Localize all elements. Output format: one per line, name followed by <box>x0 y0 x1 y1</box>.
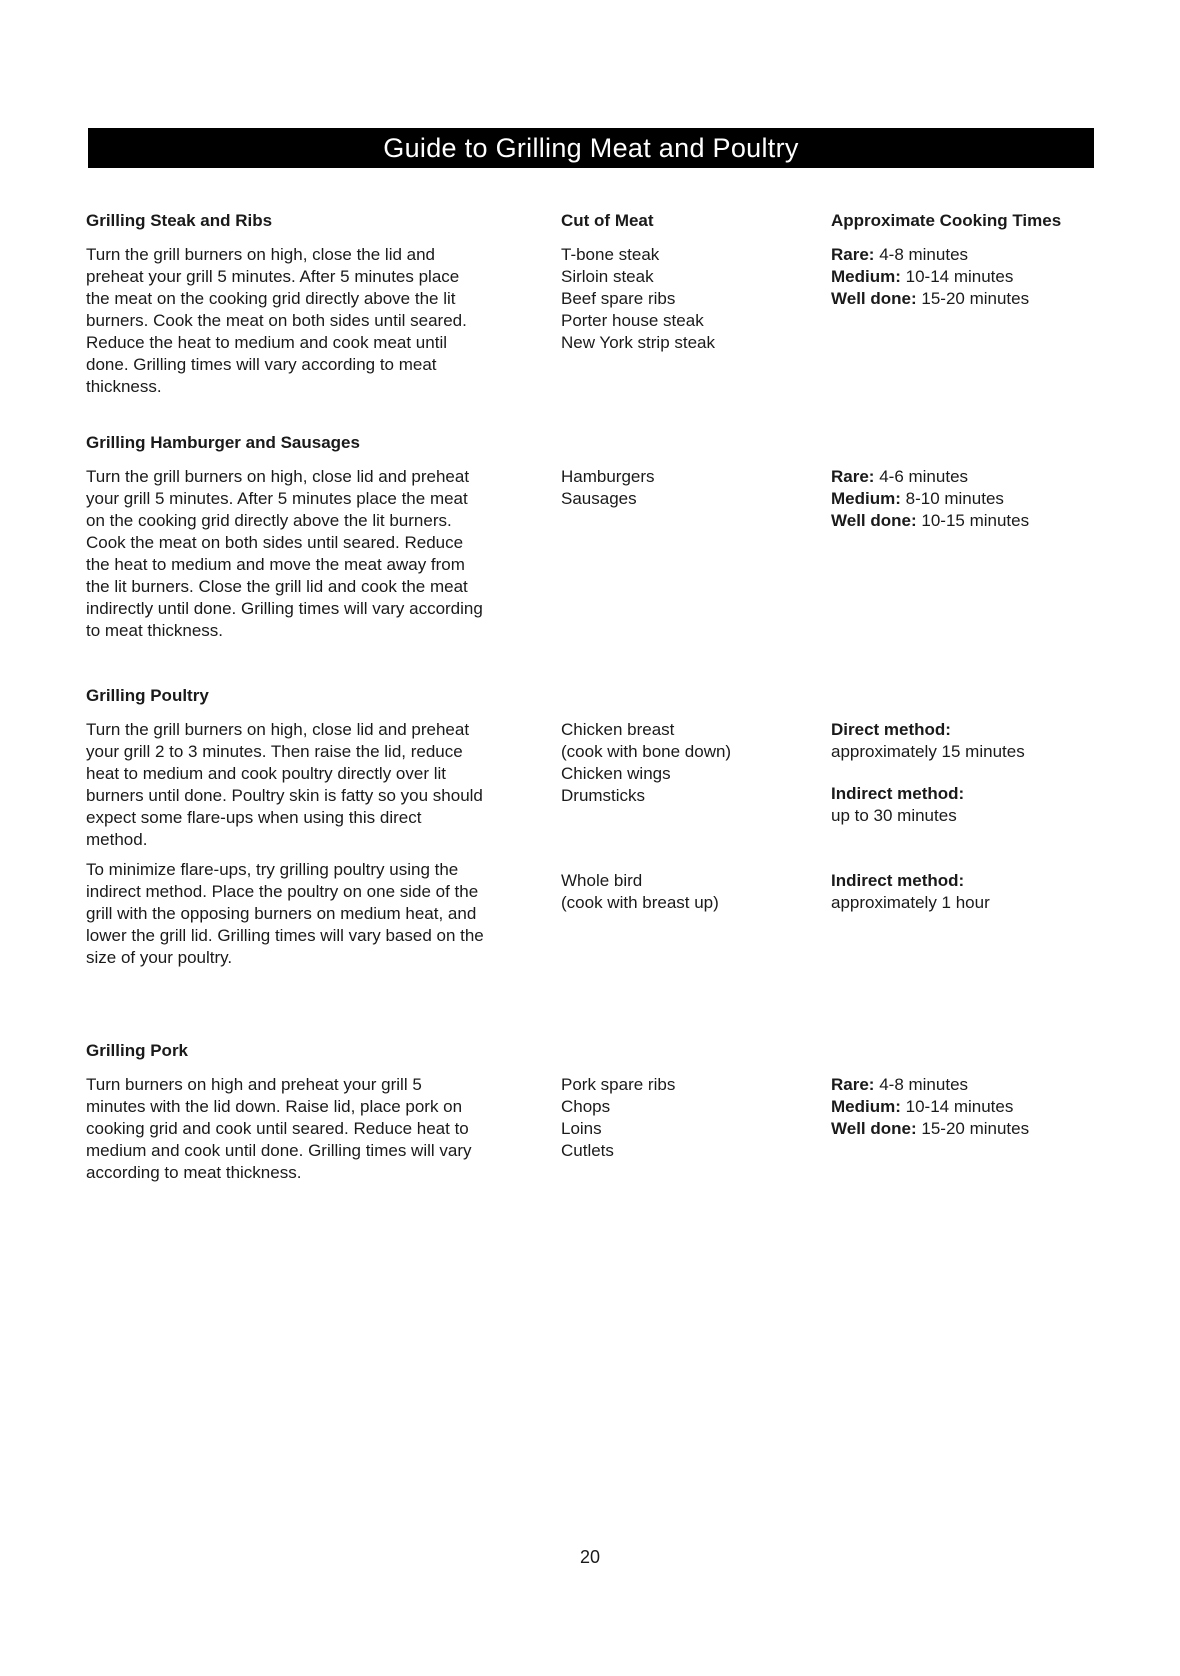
cut-item: Sirloin steak <box>561 267 654 286</box>
section-heading: Grilling Steak and Ribs <box>86 211 273 230</box>
cut-item: Drumsticks <box>561 786 646 805</box>
time-item <box>831 1096 1131 1118</box>
time-item <box>831 488 1131 510</box>
cut-item: T-bone steak <box>561 245 660 264</box>
time-item <box>831 510 1131 532</box>
cut-item: (cook with breast up) <box>561 893 719 912</box>
time-label: Well done: <box>831 511 917 530</box>
cut-item: Pork spare ribs <box>561 1075 676 1094</box>
cut-item: Cutlets <box>561 1141 614 1160</box>
time-value: 10-14 minutes <box>905 1097 1014 1116</box>
cut-item: Chicken wings <box>561 764 671 783</box>
hamburger-times-list <box>831 466 1131 532</box>
method-value: approximately 15 minutes <box>831 742 1025 761</box>
cut-item: Whole bird <box>561 871 643 890</box>
section-poultry <box>86 685 486 969</box>
time-item <box>831 1074 1131 1096</box>
cut-of-meat-header <box>561 210 811 232</box>
time-label: Well done: <box>831 289 917 308</box>
cooking-times-header <box>831 210 1131 232</box>
hamburger-cuts-list <box>561 466 811 510</box>
time-value: 10-14 minutes <box>905 267 1014 286</box>
pork-cuts-list <box>561 1074 811 1162</box>
time-label: Rare: <box>831 245 875 264</box>
section-heading: Grilling Pork <box>86 1041 189 1060</box>
time-value: 10-15 minutes <box>921 511 1030 530</box>
section-paragraph: Turn the grill burners on high, close lid and preheat your grill 5 minutes. After 5 minutes place the meat on the cooking grid directly above the lit burners. Cook the meat on both sides until seared. Reduce the heat to medium and move the meat away from the lit burners. Close the grill lid and cook the meat indirectly until done. Grilling times will vary according to meat thickness. <box>86 467 483 640</box>
section-heading: Grilling Hamburger and Sausages <box>86 433 360 452</box>
time-value: 4-8 minutes <box>879 1075 969 1094</box>
time-label: Rare: <box>831 1075 875 1094</box>
time-item <box>831 288 1131 310</box>
time-value: 15-20 minutes <box>921 289 1030 308</box>
poultry-method-indirect-whole <box>831 870 1131 914</box>
section-paragraph: Turn the grill burners on high, close the lid and preheat your grill 5 minutes. After 5 minutes place the meat on the cooking grid directly above the lit burners. Cook the meat on both sides until seared. Reduce the heat to medium and cook meat until done. Grilling times will vary according to meat thickness. <box>86 245 467 396</box>
pork-times-list <box>831 1074 1131 1140</box>
cut-item: (cook with bone down) <box>561 742 732 761</box>
time-value: 15-20 minutes <box>921 1119 1030 1138</box>
cut-item: Loins <box>561 1119 602 1138</box>
section-hamburger-sausages <box>86 432 486 642</box>
time-item <box>831 266 1131 288</box>
time-item <box>831 244 1131 266</box>
time-value: 4-8 minutes <box>879 245 969 264</box>
section-paragraph: To minimize flare-ups, try grilling poultry using the indirect method. Place the poultry on one side of the grill with the opposing burners on medium heat, and lower the grill lid. Grilling times will vary based on the size of your poultry. <box>86 860 484 967</box>
time-value: 8-10 minutes <box>905 489 1004 508</box>
poultry-cuts-list-a <box>561 719 811 807</box>
steak-times-list <box>831 244 1131 310</box>
poultry-method-indirect <box>831 783 1131 827</box>
page-title-banner: Guide to Grilling Meat and Poultry <box>88 128 1094 168</box>
cut-item: Beef spare ribs <box>561 289 676 308</box>
section-steak-ribs <box>86 210 486 398</box>
time-item <box>831 466 1131 488</box>
time-label: Medium: <box>831 267 901 286</box>
times-header-text: Approximate Cooking Times <box>831 211 1062 230</box>
cut-item: Chicken breast <box>561 720 675 739</box>
method-label: Direct method: <box>831 720 951 739</box>
section-paragraph: Turn burners on high and preheat your grill 5 minutes with the lid down. Raise lid, place pork on cooking grid and cook until seared. Reduce heat to medium and cook until done. Grilling times will vary according to meat thickness. <box>86 1075 472 1182</box>
cut-item: Sausages <box>561 489 637 508</box>
time-label: Medium: <box>831 489 901 508</box>
method-label: Indirect method: <box>831 871 965 890</box>
method-value: approximately 1 hour <box>831 893 990 912</box>
steak-cuts-list <box>561 244 811 354</box>
time-value: 4-6 minutes <box>879 467 969 486</box>
poultry-cuts-list-b <box>561 870 811 914</box>
method-label: Indirect method: <box>831 784 965 803</box>
page-number: 20 <box>579 1547 601 1567</box>
method-value: up to 30 minutes <box>831 806 957 825</box>
section-heading: Grilling Poultry <box>86 686 209 705</box>
time-label: Medium: <box>831 1097 901 1116</box>
cut-item: Chops <box>561 1097 611 1116</box>
cut-item: Hamburgers <box>561 467 655 486</box>
cut-header-text: Cut of Meat <box>561 211 654 230</box>
time-item <box>831 1118 1131 1140</box>
time-label: Rare: <box>831 467 875 486</box>
time-label: Well done: <box>831 1119 917 1138</box>
cut-item: Porter house steak <box>561 311 704 330</box>
section-pork <box>86 1040 486 1184</box>
poultry-method-direct <box>831 719 1131 763</box>
cut-item: New York strip steak <box>561 333 716 352</box>
section-paragraph: Turn the grill burners on high, close lid and preheat your grill 2 to 3 minutes. Then raise the lid, reduce heat to medium and cook poultry directly over lit burners until done. Poultry skin is fatty so you should expect some flare-ups when using this direct method. <box>86 720 483 849</box>
